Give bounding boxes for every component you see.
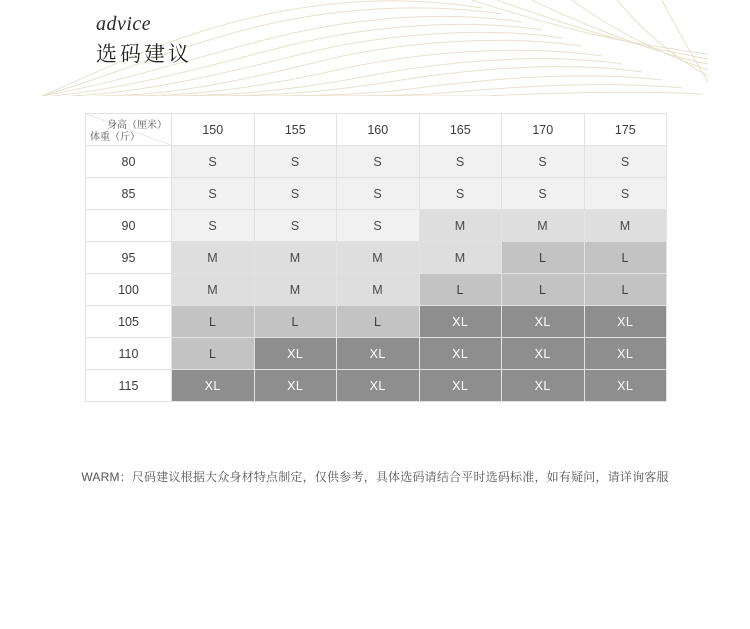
size-cell: S [172,146,255,178]
table-row [86,242,667,274]
column-header: 175 [584,114,667,146]
size-cell: S [337,146,420,178]
table-row [86,338,667,370]
size-cell: XL [584,306,667,338]
size-cell: XL [502,338,585,370]
size-table-wrapper [85,113,667,402]
column-header: 170 [502,114,585,146]
table-row [86,370,667,402]
size-cell: XL [502,370,585,402]
size-cell: M [419,242,502,274]
size-cell: M [254,274,337,306]
row-header: 90 [86,210,172,242]
column-header: 165 [419,114,502,146]
size-cell: L [502,274,585,306]
size-cell: XL [419,338,502,370]
corner-weight-label: 体重（斤） [90,132,140,143]
size-cell: L [584,242,667,274]
size-cell: M [337,242,420,274]
size-chart-body [86,114,667,402]
warm-note: WARM：尺码建议根据大众身材特点制定，仅供参考，具体选码请结合平时选码标准，如有疑问，请详询客服 [81,470,669,484]
size-cell: XL [502,306,585,338]
size-chart-table [85,113,667,402]
column-header: 155 [254,114,337,146]
size-cell: L [419,274,502,306]
page-title [96,12,192,67]
row-header: 85 [86,178,172,210]
size-cell: S [172,210,255,242]
size-cell: S [172,178,255,210]
size-cell: S [254,210,337,242]
size-cell: L [172,338,255,370]
title-chinese: 选码建议 [96,43,192,66]
size-cell: S [254,178,337,210]
size-cell: S [584,146,667,178]
row-header: 80 [86,146,172,178]
size-cell: L [584,274,667,306]
table-row [86,178,667,210]
size-cell: S [502,178,585,210]
corner-height-label: 身高（厘米） [107,120,167,131]
size-cell: M [172,274,255,306]
table-corner-cell [86,114,172,146]
size-cell: XL [584,370,667,402]
column-header: 150 [172,114,255,146]
size-cell: M [172,242,255,274]
size-cell: M [419,210,502,242]
size-cell: S [419,178,502,210]
table-row [86,274,667,306]
size-cell: S [254,146,337,178]
row-header: 105 [86,306,172,338]
size-cell: M [254,242,337,274]
size-cell: M [584,210,667,242]
row-header: 115 [86,370,172,402]
size-cell: XL [337,370,420,402]
size-cell: L [254,306,337,338]
size-cell: S [502,146,585,178]
size-cell: S [419,146,502,178]
table-row [86,210,667,242]
size-cell: XL [584,338,667,370]
column-header: 160 [337,114,420,146]
table-row [86,146,667,178]
table-row [86,306,667,338]
size-cell: XL [419,306,502,338]
size-cell: L [172,306,255,338]
size-cell: XL [254,370,337,402]
row-header: 110 [86,338,172,370]
size-cell: L [337,306,420,338]
size-cell: S [584,178,667,210]
size-cell: XL [337,338,420,370]
title-english: advice [96,13,152,35]
size-cell: S [337,178,420,210]
size-cell: XL [254,338,337,370]
size-cell: M [337,274,420,306]
row-header: 100 [86,274,172,306]
row-header: 95 [86,242,172,274]
size-cell: XL [172,370,255,402]
size-cell: M [502,210,585,242]
size-cell: L [502,242,585,274]
size-cell: XL [419,370,502,402]
size-cell: S [337,210,420,242]
table-header-row [86,114,667,146]
